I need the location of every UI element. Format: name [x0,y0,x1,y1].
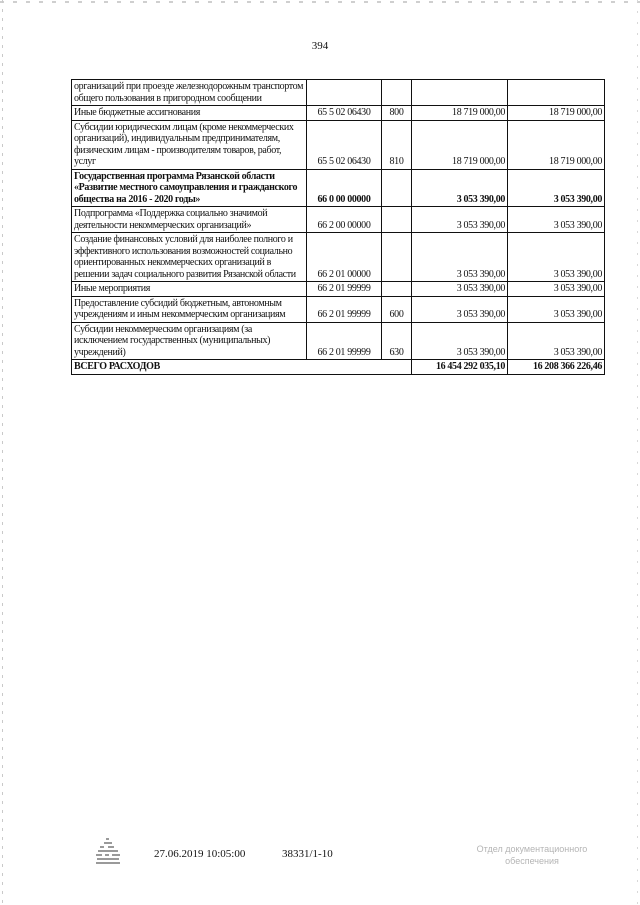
row-amount-2019: 18 719 000,00 [412,106,508,121]
table-row [72,207,605,233]
row-name: Иные мероприятия [72,282,307,297]
row-name: Государственная программа Рязанской области «Развитие местного самоуправления и гражданского общества на 2016 - 2020 годы» [72,169,307,207]
total-amount-2019: 16 454 292 035,10 [412,360,508,375]
row-name: Создание финансовых условий для наиболее полного и эффективного использования возможностей социально ориентированных некоммерческих организаций в решении задач социального развития Рязанской области [72,233,307,282]
table-row [72,233,605,282]
row-expense-type: 600 [382,296,412,322]
row-expense-type: 810 [382,120,412,169]
page-number: 394 [311,40,329,52]
row-target-code: 66 2 01 99999 [307,296,382,322]
row-name: Предоставление субсидий бюджетным, автономным учреждениям и иным некоммерческим организациям [72,296,307,322]
row-expense-type [382,233,412,282]
row-expense-type [382,207,412,233]
row-amount-2020: 3 053 390,00 [508,282,605,297]
row-expense-type [382,80,412,106]
row-name: Субсидии юридическим лицам (кроме некоммерческих организаций), индивидуальным предпринимателям, физическим лицам - производителям товаров, работ, услуг [72,120,307,169]
barcode-stamp-icon [96,838,120,866]
table-row [72,322,605,360]
row-expense-type [382,282,412,297]
row-amount-2019: 3 053 390,00 [412,322,508,360]
row-expense-type: 630 [382,322,412,360]
row-amount-2020: 3 053 390,00 [508,322,605,360]
row-amount-2020: 3 053 390,00 [508,296,605,322]
row-expense-type [382,169,412,207]
budget-table [71,79,605,375]
row-amount-2020: 18 719 000,00 [508,106,605,121]
table-row [72,169,605,207]
row-target-code: 65 5 02 06430 [307,106,382,121]
table-row [72,80,605,106]
row-name: Иные бюджетные ассигнования [72,106,307,121]
row-target-code: 66 0 00 00000 [307,169,382,207]
table-row [72,120,605,169]
row-target-code: 66 2 01 00000 [307,233,382,282]
row-amount-2019: 3 053 390,00 [412,233,508,282]
footer-date: 27.06.2019 10:05:00 [154,848,246,860]
total-label: ВСЕГО РАСХОДОВ [72,360,412,375]
row-amount-2019: 3 053 390,00 [412,282,508,297]
footer-department-line1: Отдел документационного [476,844,588,854]
table-row [72,296,605,322]
row-name: Подпрограмма «Поддержка социально значимой деятельности некоммерческих организаций» [72,207,307,233]
row-amount-2020: 3 053 390,00 [508,233,605,282]
budget-table-body [72,80,605,375]
row-amount-2019: 3 053 390,00 [412,296,508,322]
table-row [72,106,605,121]
row-target-code: 66 2 00 00000 [307,207,382,233]
row-amount-2020: 3 053 390,00 [508,169,605,207]
footer-department-stamp [452,843,612,867]
row-amount-2019 [412,80,508,106]
footer-department-line2: обеспечения [505,856,559,866]
scan-artifact-left-edge [2,0,3,905]
row-target-code [307,80,382,106]
total-amount-2020: 16 208 366 226,46 [508,360,605,375]
row-amount-2020: 3 053 390,00 [508,207,605,233]
row-target-code: 66 2 01 99999 [307,322,382,360]
footer-doc-number: 38331/1-10 [282,848,333,860]
row-amount-2020: 18 719 000,00 [508,120,605,169]
scan-artifact-right-edge [637,0,638,905]
scan-artifact-top [0,1,640,3]
row-expense-type: 800 [382,106,412,121]
row-target-code: 66 2 01 99999 [307,282,382,297]
row-name: организаций при проезде железнодорожным транспортом общего пользования в пригородном сообщении [72,80,307,106]
total-row [72,360,605,375]
row-name: Субсидии некоммерческим организациям (за исключением государственных (муниципальных) учреждений) [72,322,307,360]
row-amount-2020 [508,80,605,106]
table-row [72,282,605,297]
row-amount-2019: 3 053 390,00 [412,169,508,207]
row-amount-2019: 18 719 000,00 [412,120,508,169]
row-amount-2019: 3 053 390,00 [412,207,508,233]
row-target-code: 65 5 02 06430 [307,120,382,169]
